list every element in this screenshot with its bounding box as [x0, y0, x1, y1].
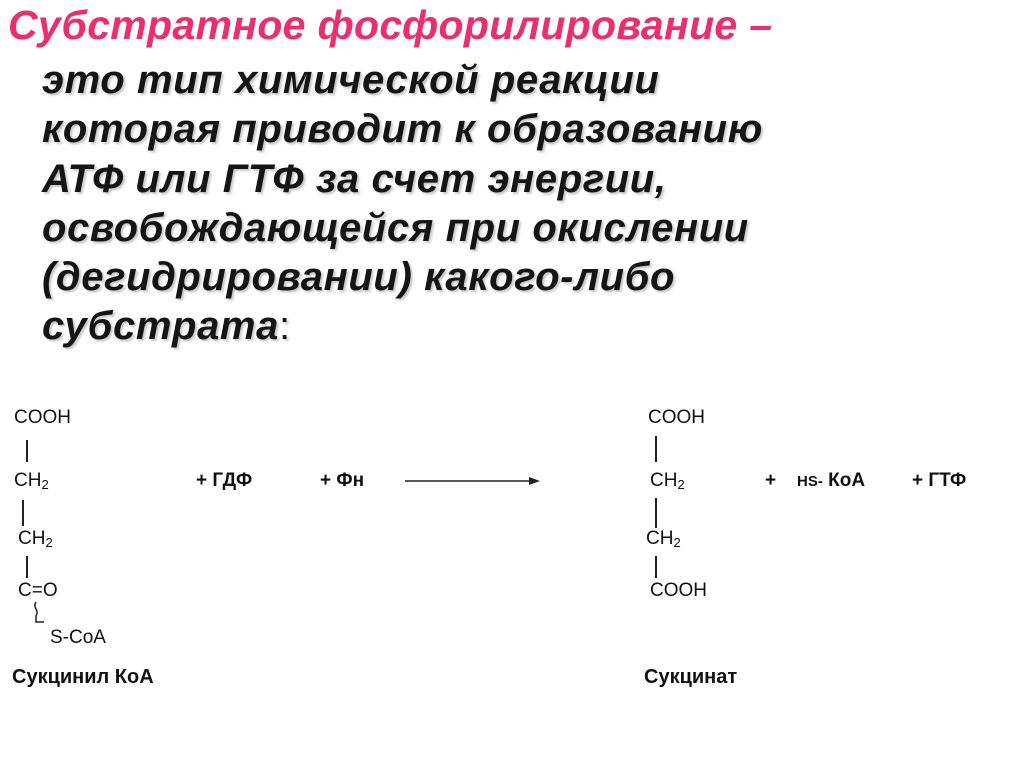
succinyl-ch2-a: $CH_2$ [14, 470, 49, 492]
succinyl-scoa: S-CoA [50, 627, 106, 648]
product-hs-prefix: HS- [797, 473, 823, 490]
succinate-bond-3 [655, 556, 657, 578]
product-coa [797, 470, 865, 492]
product-koa: КоА [828, 470, 866, 491]
definition-line-2: которая приводит к образованию [42, 107, 763, 151]
succinyl-cooh: COOH [14, 407, 71, 428]
reactant-phosphate: + Фн [320, 470, 365, 491]
definition-line-1: это тип химической реакции [42, 58, 660, 102]
definition-line-4: освобождающейся при окислении [42, 206, 749, 250]
succinyl-coa-caption: Сукцинил КоА [12, 666, 154, 688]
definition-line-3: АТФ или ГТФ за счет энергии, [42, 157, 667, 201]
succinate-cooh-bottom: COOH [650, 580, 707, 601]
reactant-gdp: + ГДФ [196, 470, 253, 491]
definition-last-word: субстрата [42, 304, 279, 348]
product-plus: + [765, 470, 777, 491]
product-gtp: + ГТФ [912, 470, 967, 491]
succinyl-co: C=O [18, 580, 58, 601]
succinyl-ch2-b: $CH_2$ [18, 528, 53, 550]
succinate-ch2-a: $CH_2$ [650, 470, 685, 492]
succinate-bond-1 [655, 436, 657, 462]
succinate-ch2-b: $CH_2$ [646, 528, 681, 550]
succinate-cooh-top: COOH [648, 407, 705, 428]
slide-title: Субстратное фосфорилирование – [8, 2, 773, 48]
succinate-caption: Сукцинат [644, 666, 738, 688]
reaction-arrow-head [529, 477, 540, 485]
succinate-bond-2 [655, 498, 657, 528]
definition-line-5: (дегидрировании) какого-либо [42, 255, 676, 299]
thioester-bond-squiggle [35, 602, 44, 622]
definition-colon: : [278, 304, 291, 348]
